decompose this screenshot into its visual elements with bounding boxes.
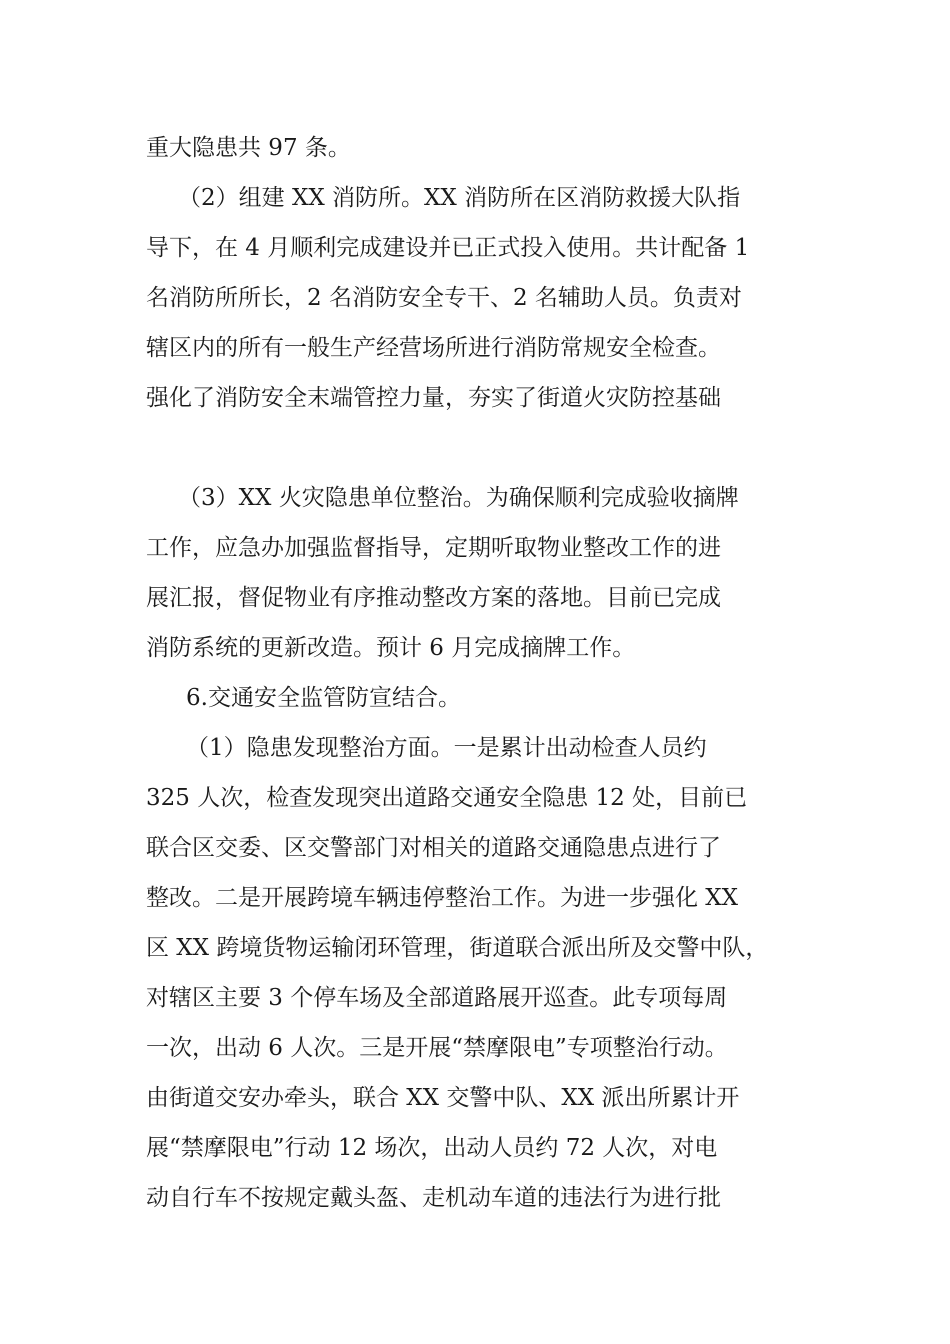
text-line: 325 人次，检查发现突出道路交通安全隐患 12 处，目前已 (146, 785, 748, 811)
text-line: 消防系统的更新改造。预计 6 月完成摘牌工作。 (146, 635, 636, 661)
text-line: 对辖区主要 3 个停车场及全部道路展开巡查。此专项每周 (146, 985, 728, 1011)
text-line: （2）组建 XX 消防所。XX 消防所在区消防救援大队指 (178, 185, 741, 211)
text-line: （3）XX 火灾隐患单位整治。为确保顺利完成验收摘牌 (178, 485, 739, 511)
text-line: 展汇报，督促物业有序推动整改方案的落地。目前已完成 (146, 585, 721, 611)
text-line: 导下，在 4 月顺利完成建设并已正式投入使用。共计配备 1 (146, 235, 750, 261)
text-line: （1）隐患发现整治方面。一是累计出动检查人员约 (186, 735, 707, 761)
text-line: 动自行车不按规定戴头盔、走机动车道的违法行为进行批 (146, 1185, 721, 1211)
text-line: 整改。二是开展跨境车辆违停整治工作。为进一步强化 XX (146, 885, 739, 911)
text-line: 重大隐患共 97 条。 (146, 135, 351, 161)
text-line: 联合区交委、区交警部门对相关的道路交通隐患点进行了 (146, 835, 721, 861)
text-line: 展“禁摩限电”行动 12 场次，出动人员约 72 人次，对电 (146, 1135, 718, 1161)
text-line: 工作，应急办加强监督指导，定期听取物业整改工作的进 (146, 535, 721, 561)
text-line: 强化了消防安全末端管控力量，夯实了街道火灾防控基础 (146, 385, 721, 411)
text-line: 区 XX 跨境货物运输闭环管理，街道联合派出所及交警中队， (146, 935, 769, 961)
section-heading: 6.交通安全监管防宣结合。 (186, 685, 461, 711)
text-line: 名消防所所长，2 名消防安全专干、2 名辅助人员。负责对 (146, 285, 742, 311)
text-line: 辖区内的所有一般生产经营场所进行消防常规安全检查。 (146, 335, 721, 361)
text-line: 一次，出动 6 人次。三是开展“禁摩限电”专项整治行动。 (146, 1035, 728, 1061)
text-line: 由街道交安办牵头，联合 XX 交警中队、XX 派出所累计开 (146, 1085, 740, 1111)
